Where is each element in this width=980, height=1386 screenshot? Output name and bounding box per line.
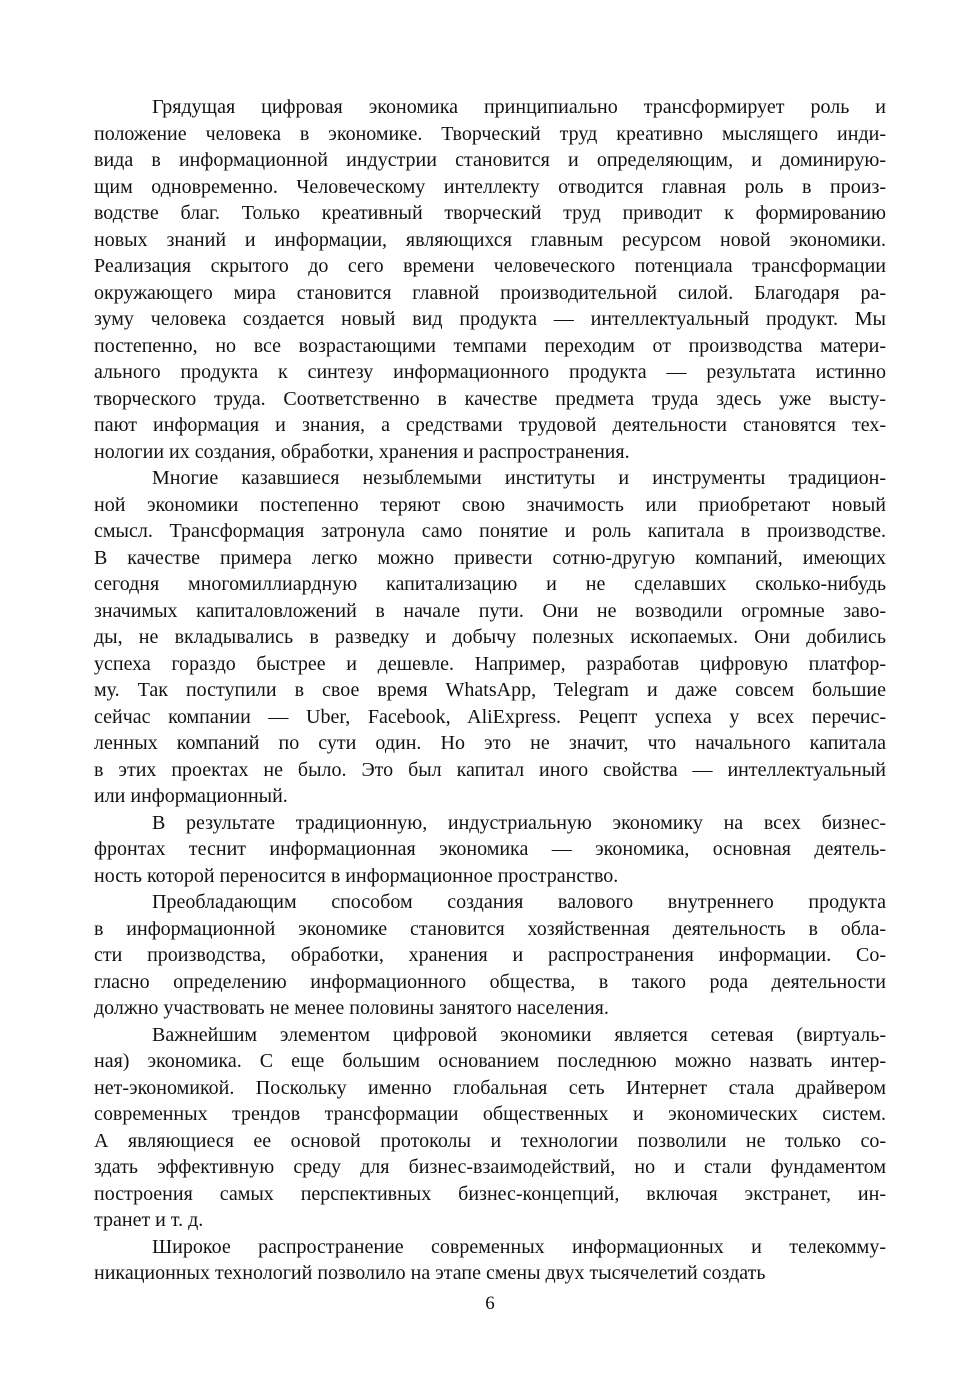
text-line: значимых капиталовложений в начале пути. Они не возводили огромные заво-	[94, 599, 886, 622]
text-line: постепенно, но все возрастающими темпами переходим от производства матери-	[94, 334, 886, 357]
text-line: творческого труда. Соответственно в качестве предмета труда здесь уже высту-	[94, 387, 886, 410]
text-line: никационных технологий позволило на этапе смены двух тысячелетий создать	[94, 1262, 766, 1284]
text-line: А являющиеся ее основой протоколы и технологии позволили не только со-	[94, 1129, 886, 1152]
text-line: построения самых перспективных бизнес-концепций, включая экстранет, ин-	[94, 1182, 886, 1205]
text-line: водстве благ. Только креативный творческий труд приводит к формированию	[94, 202, 886, 224]
text-line: окружающего мира становится главной производительной силой. Благодаря ра-	[94, 281, 886, 304]
text-line: зуму человека создается новый вид продукта — интеллектуальный продукт. Мы	[94, 308, 886, 330]
text-line: Широкое распространение современных информационных и телекомму-	[152, 1235, 886, 1258]
text-line: ной экономики постепенно теряют свою значимость или приобретают новый	[94, 493, 886, 516]
text-line: ная) экономика. С еще большим основанием последнюю можно назвать интер-	[94, 1050, 886, 1072]
text-line: в этих проектах не было. Это был капитал иного свойства — интеллектуальный	[94, 758, 886, 781]
text-line: Многие казавшиеся незыблемыми институты и инструменты традицион-	[152, 467, 886, 489]
text-line: новых знаний и информации, являющихся главным ресурсом новой экономики.	[94, 228, 886, 251]
paragraph	[94, 465, 886, 810]
text-line: транет и т. д.	[94, 1209, 204, 1231]
body-text	[94, 94, 886, 1287]
text-line: современных трендов трансформации общественных и экономических систем.	[94, 1103, 886, 1125]
text-line: должно участвовать не менее половины занятого населения.	[94, 997, 609, 1019]
paragraph	[94, 94, 886, 465]
text-line: нологии их создания, обработки, хранения и распространения.	[94, 440, 630, 463]
text-line: или информационный.	[94, 785, 288, 807]
text-line: Преобладающим способом создания валового внутреннего продукта	[152, 891, 886, 913]
text-line: В качестве примера легко можно привести сотню-другую компаний, имеющих	[94, 546, 886, 569]
text-line: в информационной экономике становится хозяйственная деятельность в обла-	[94, 917, 886, 940]
text-line: успеха гораздо быстрее и дешевле. Например, разработав цифровую платфор-	[94, 652, 886, 675]
text-line: Реализация скрытого до сего времени человеческого потенциала трансформации	[94, 255, 886, 277]
text-line: пают информация и знания, а средствами трудовой деятельности становятся тех-	[94, 414, 886, 436]
text-line: ального продукта к синтезу информационного продукта — результата истинно	[94, 361, 886, 383]
text-line: Грядущая цифровая экономика принципиально трансформирует роль и	[152, 96, 886, 118]
text-line: фронтах теснит информационная экономика — экономика, основная деятель-	[94, 838, 886, 860]
paragraph	[94, 1022, 886, 1234]
text-line: ды, не вкладывались в разведку и добычу полезных ископаемых. Они добились	[94, 626, 886, 648]
paragraph	[94, 1234, 886, 1287]
text-line: сегодня многомиллиардную капитализацию и не сделавших сколько-нибудь	[94, 573, 886, 595]
text-line: смысл. Трансформация затронула само понятие и роль капитала в производстве.	[94, 520, 886, 542]
page-number: 6	[485, 1293, 495, 1314]
text-line: здать эффективную среду для бизнес-взаимодействий, но и стали фундаментом	[94, 1156, 886, 1178]
paragraph	[94, 889, 886, 1022]
text-line: щим одновременно. Человеческому интеллекту отводится главная роль в произ-	[94, 175, 886, 198]
text-line: нет-экономикой. Поскольку именно глобальная сеть Интернет стала драйвером	[94, 1076, 886, 1099]
text-line: му. Так поступили в свое время WhatsApp, Telegram и даже совсем большие	[94, 679, 886, 701]
text-line: сти производства, обработки, хранения и распространения информации. Со-	[94, 944, 886, 966]
text-line: вида в информационной индустрии становится и определяющим, и доминирую-	[94, 149, 886, 171]
paragraph	[94, 810, 886, 890]
text-line: гласно определению информационного общества, в такого рода деятельности	[94, 970, 886, 993]
text-line: положение человека в экономике. Творческий труд креативно мыслящего инди-	[94, 122, 886, 145]
text-line: ность которой переносится в информационное пространство.	[94, 864, 619, 887]
text-line: ленных компаний по сути один. Но это не значит, что начального капитала	[94, 732, 886, 754]
text-line: В результате традиционную, индустриальную экономику на всех бизнес-	[152, 811, 886, 834]
text-line: сейчас компании — Uber, Facebook, AliExpress. Рецепт успеха у всех перечис-	[94, 705, 886, 728]
text-line: Важнейшим элементом цифровой экономики является сетевая (виртуаль-	[152, 1023, 886, 1046]
